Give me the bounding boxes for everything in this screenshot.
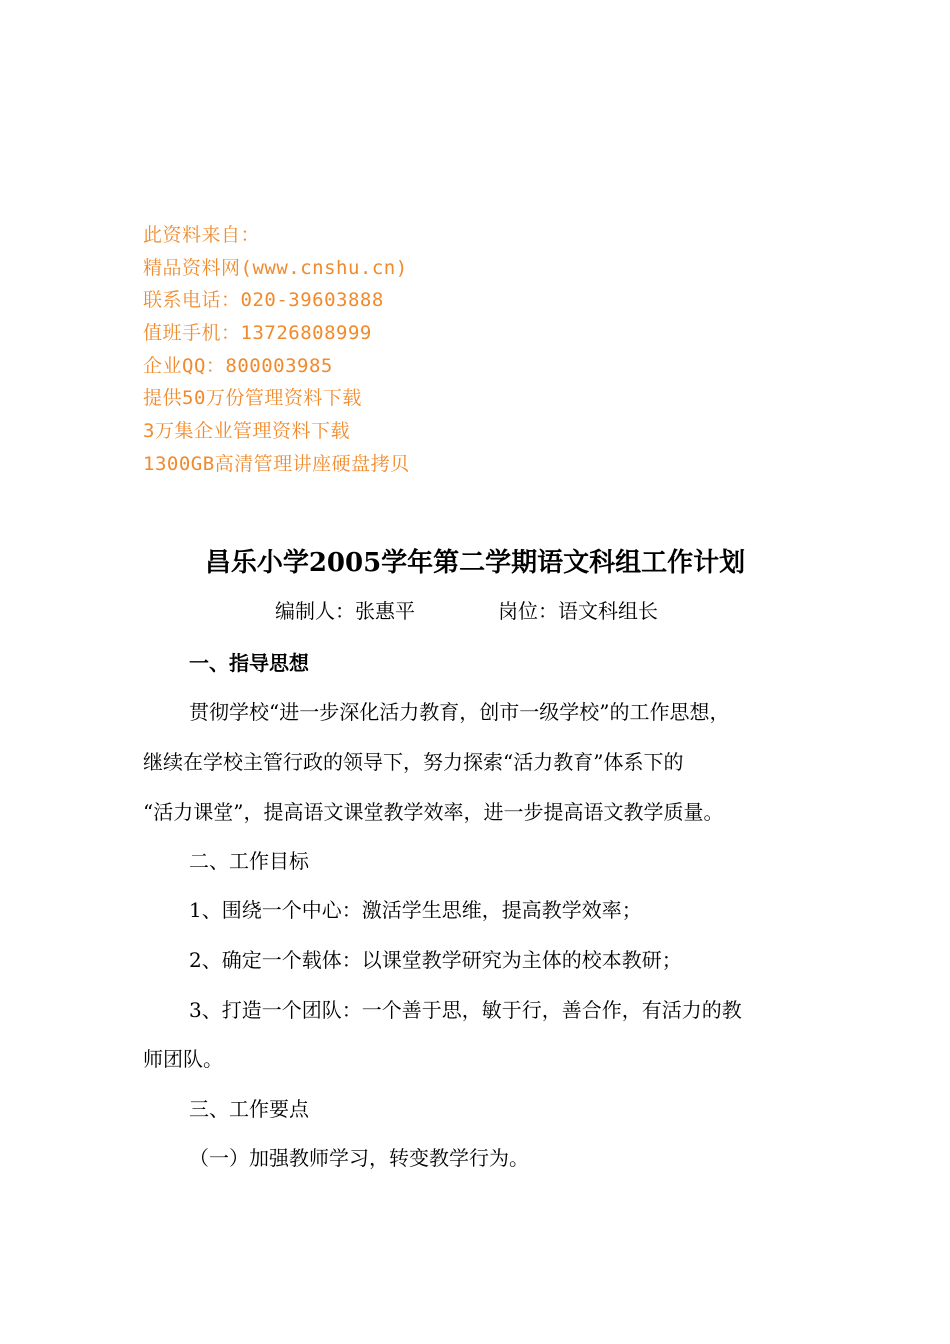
- source-info-line: 1300GB高清管理讲座硬盘拷贝: [143, 452, 410, 475]
- document-title: 昌乐小学2005学年第二学期语文科组工作计划: [204, 548, 746, 578]
- position-label: 岗位：语文科组长: [498, 599, 658, 623]
- goal-item-3-continued: 师团队。: [143, 1047, 223, 1071]
- section-heading-work-goals: 二、工作目标: [189, 849, 309, 873]
- section-heading-guiding-thought: 一、指导思想: [189, 651, 309, 675]
- goal-item-2: 2、确定一个载体：以课堂教学研究为主体的校本教研；: [189, 948, 682, 972]
- paragraph-line: “活力课堂”，提高语文课堂教学效率，进一步提高语文教学质量。: [143, 800, 724, 824]
- goal-item-3: 3、打造一个团队：一个善于思，敏于行，善合作，有活力的教: [189, 998, 742, 1022]
- section-heading-work-points: 三、工作要点: [189, 1097, 309, 1121]
- source-info-line: 联系电话：020-39603888: [143, 289, 384, 312]
- source-info-line: 精品资料网(www.cnshu.cn): [143, 256, 408, 279]
- source-info-line: 此资料来自：: [143, 224, 261, 246]
- author-label: 编制人：张惠平: [275, 599, 415, 623]
- paragraph-line: 贯彻学校“进一步深化活力教育，创市一级学校”的工作思想，: [189, 700, 730, 724]
- goal-item-1: 1、围绕一个中心：激活学生思维，提高教学效率；: [189, 898, 642, 922]
- source-info-block: [143, 219, 703, 481]
- source-info-line: 3万集企业管理资料下载: [143, 420, 350, 443]
- source-info-line: 企业QQ：800003985: [143, 354, 333, 377]
- subsection-heading-teacher-learning: （一）加强教师学习，转变教学行为。: [189, 1146, 529, 1170]
- source-info-line: 提供50万份管理资料下载: [143, 387, 362, 410]
- source-info-line: 值班手机：13726808999: [143, 322, 372, 345]
- paragraph-line: 继续在学校主管行政的领导下，努力探索“活力教育”体系下的: [143, 750, 684, 774]
